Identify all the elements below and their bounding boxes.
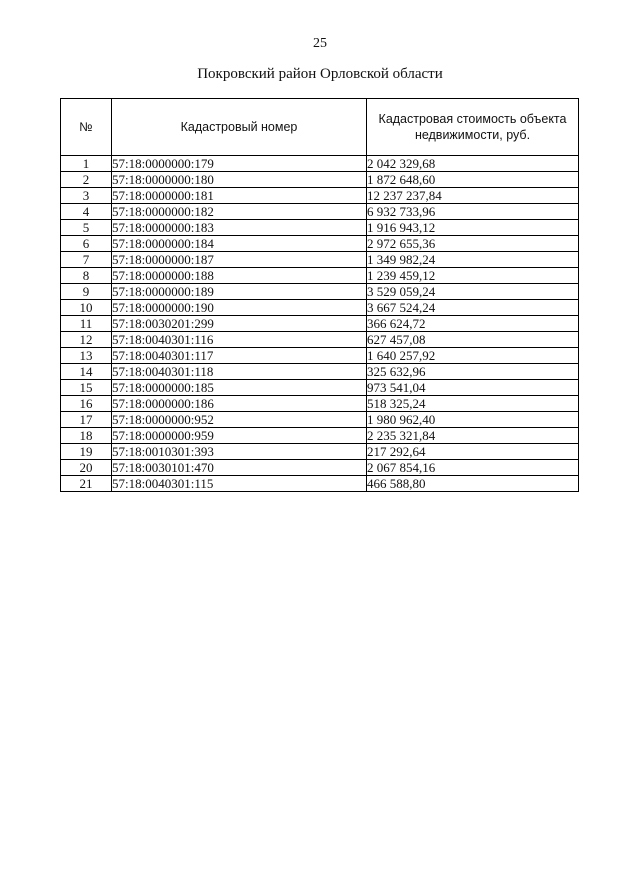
column-header-cadastral-value: Кадастровая стоимость объекта недвижимости, руб. <box>367 99 579 156</box>
row-number: 1 <box>61 156 112 172</box>
page-number: 25 <box>313 36 327 51</box>
cadastral-number: 57:18:0030201:299 <box>112 316 367 332</box>
table-row <box>61 332 579 348</box>
cadastral-number: 57:18:0000000:181 <box>112 188 367 204</box>
cadastral-number: 57:18:0000000:179 <box>112 156 367 172</box>
table-row <box>61 220 579 236</box>
table-row <box>61 348 579 364</box>
row-number: 15 <box>61 380 112 396</box>
cadastral-number: 57:18:0040301:115 <box>112 476 367 492</box>
table-row <box>61 156 579 172</box>
table-row <box>61 396 579 412</box>
row-number: 2 <box>61 172 112 188</box>
row-number: 3 <box>61 188 112 204</box>
cadastral-value: 627 457,08 <box>367 332 579 348</box>
row-number: 13 <box>61 348 112 364</box>
cadastral-number: 57:18:0000000:186 <box>112 396 367 412</box>
cadastral-number: 57:18:0000000:952 <box>112 412 367 428</box>
table-row <box>61 428 579 444</box>
table-row <box>61 188 579 204</box>
row-number: 17 <box>61 412 112 428</box>
row-number: 5 <box>61 220 112 236</box>
table-row <box>61 444 579 460</box>
cadastral-value: 3 667 524,24 <box>367 300 579 316</box>
table-row <box>61 476 579 492</box>
row-number: 20 <box>61 460 112 476</box>
document-title: Покровский район Орловской области <box>197 66 443 82</box>
row-number: 21 <box>61 476 112 492</box>
row-number: 12 <box>61 332 112 348</box>
cadastral-value: 2 235 321,84 <box>367 428 579 444</box>
cadastral-number: 57:18:0000000:185 <box>112 380 367 396</box>
cadastral-number: 57:18:0040301:116 <box>112 332 367 348</box>
row-number: 7 <box>61 252 112 268</box>
cadastral-value: 1 349 982,24 <box>367 252 579 268</box>
cadastral-value: 2 972 655,36 <box>367 236 579 252</box>
cadastral-value: 12 237 237,84 <box>367 188 579 204</box>
table-row <box>61 204 579 220</box>
row-number: 8 <box>61 268 112 284</box>
row-number: 4 <box>61 204 112 220</box>
cadastral-number: 57:18:0000000:190 <box>112 300 367 316</box>
cadastral-value: 518 325,24 <box>367 396 579 412</box>
table-row <box>61 172 579 188</box>
table-row <box>61 412 579 428</box>
cadastral-value: 217 292,64 <box>367 444 579 460</box>
column-header-cadastral-number: Кадастровый номер <box>112 99 367 156</box>
cadastral-value: 973 541,04 <box>367 380 579 396</box>
cadastral-number: 57:18:0030101:470 <box>112 460 367 476</box>
table-body <box>61 156 579 492</box>
cadastral-value: 6 932 733,96 <box>367 204 579 220</box>
cadastral-number: 57:18:0000000:187 <box>112 252 367 268</box>
row-number: 6 <box>61 236 112 252</box>
cadastral-value: 2 042 329,68 <box>367 156 579 172</box>
cadastral-number: 57:18:0000000:189 <box>112 284 367 300</box>
cadastral-value: 2 067 854,16 <box>367 460 579 476</box>
cadastral-number: 57:18:0000000:188 <box>112 268 367 284</box>
table-row <box>61 284 579 300</box>
cadastral-value-table <box>60 98 579 492</box>
cadastral-number: 57:18:0040301:118 <box>112 364 367 380</box>
table-row <box>61 460 579 476</box>
row-number: 11 <box>61 316 112 332</box>
table-row <box>61 300 579 316</box>
cadastral-number: 57:18:0000000:182 <box>112 204 367 220</box>
table-row <box>61 380 579 396</box>
row-number: 9 <box>61 284 112 300</box>
cadastral-number: 57:18:0040301:117 <box>112 348 367 364</box>
cadastral-number: 57:18:0010301:393 <box>112 444 367 460</box>
cadastral-number: 57:18:0000000:959 <box>112 428 367 444</box>
cadastral-value: 3 529 059,24 <box>367 284 579 300</box>
row-number: 18 <box>61 428 112 444</box>
cadastral-value: 1 239 459,12 <box>367 268 579 284</box>
cadastral-value: 466 588,80 <box>367 476 579 492</box>
row-number: 19 <box>61 444 112 460</box>
cadastral-number: 57:18:0000000:184 <box>112 236 367 252</box>
cadastral-value: 1 980 962,40 <box>367 412 579 428</box>
column-header-number: № <box>61 99 112 156</box>
cadastral-value: 1 872 648,60 <box>367 172 579 188</box>
cadastral-value: 1 640 257,92 <box>367 348 579 364</box>
table-row <box>61 364 579 380</box>
row-number: 16 <box>61 396 112 412</box>
table-row <box>61 236 579 252</box>
row-number: 14 <box>61 364 112 380</box>
cadastral-number: 57:18:0000000:183 <box>112 220 367 236</box>
table-row <box>61 252 579 268</box>
row-number: 10 <box>61 300 112 316</box>
cadastral-value: 366 624,72 <box>367 316 579 332</box>
cadastral-value: 1 916 943,12 <box>367 220 579 236</box>
cadastral-number: 57:18:0000000:180 <box>112 172 367 188</box>
table-row <box>61 268 579 284</box>
table-header-row <box>61 99 579 156</box>
cadastral-value: 325 632,96 <box>367 364 579 380</box>
table-row <box>61 316 579 332</box>
